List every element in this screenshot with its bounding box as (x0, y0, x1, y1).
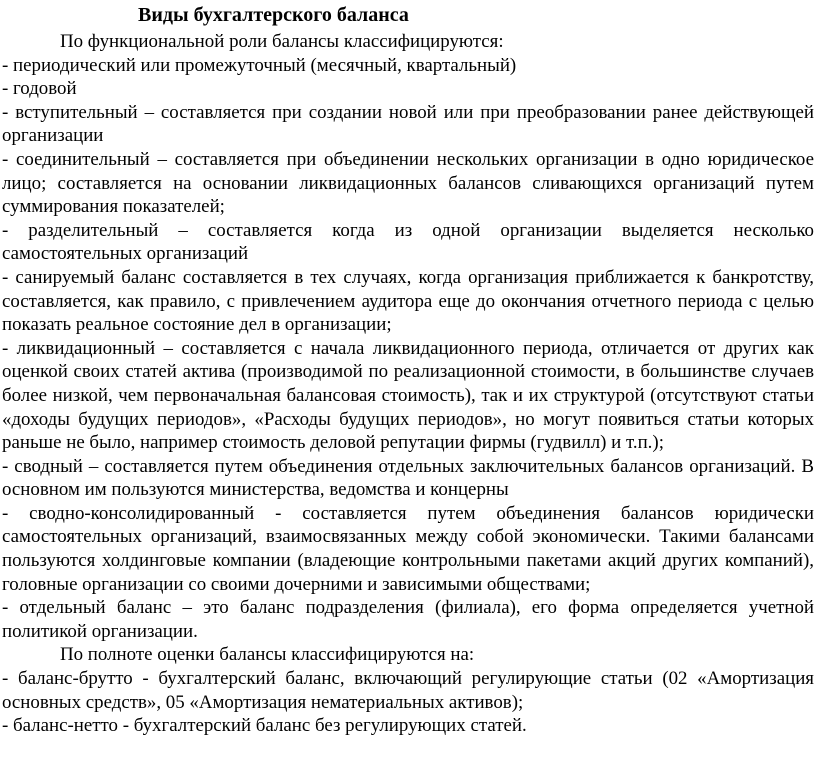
list-item-sanation: - санируемый баланс составляется в тех случаях, когда организация приближается к банкротству, составляется, как правило, с привлечением аудитора еще до окончания отчетного периода с целью показать реальное состояние дел в организации; (2, 266, 814, 336)
list-item-consolidated: - сводный – составляется путем объединения отдельных заключительных балансов организаций. В основном им пользуются министерства, ведомства и концерны (2, 455, 814, 501)
list-item-merging: - соединительный – составляется при объединении нескольких организации в одно юридическое лицо; составляется на основании ликвидационных балансов сливающихся организаций путем суммирования показателей; (2, 148, 814, 218)
list-item-gross: - баланс-брутто - бухгалтерский баланс, включающий регулирующие статьи (02 «Амортизация основных средств», 05 «Амортизация нематериальных активов); (2, 668, 814, 713)
intro-completeness: По полноте оценки балансы классифицируются на: (60, 644, 475, 666)
list-item-net: - баланс-нетто - бухгалтерский баланс без регулирующих статей. (2, 715, 527, 737)
list-item-separating: - разделительный – составляется когда из одной организации выделяется несколько самостоятельных организаций (2, 219, 814, 265)
list-item-opening: - вступительный – составляется при создании новой или при преобразовании ранее действующей организации (2, 101, 814, 147)
list-item-separate: - отдельный баланс – это баланс подразделения (филиала), его форма определяется учетной политикой организации. (2, 597, 814, 642)
document-title: Виды бухгалтерского баланса (138, 4, 409, 26)
list-item-annual: - годовой (2, 78, 77, 100)
list-item-liquidation: - ликвидационный – составляется с начала ликвидационного периода, отличается от других как оценкой своих статей актива (производимой по реализационной стоимости, в большинстве случаев более низкой, чем первоначальная балансовая стоимость), так и их структурой (отсутствуют статьи «доходы будущих периодов», «Расходы будущих периодов», но могут появиться статьи которых раньше не было, например стоимость деловой репутации фирмы (гудвилл) и т.п.); (2, 337, 814, 454)
list-item-periodic: - периодический или промежуточный (месячный, квартальный) (2, 54, 517, 76)
intro-functional-role: По функциональной роли балансы классифицируются: (60, 31, 504, 52)
list-item-consolidated-combined: - сводно-консолидированный - составляется путем объединения балансов юридически самостоятельных организаций, взаимосвязанных между собой экономически. Такими балансами пользуются холдинговые компании (владеющие контрольными пакетами акций других компаний), головные организации со своими дочерними и зависимыми обществами; (2, 502, 814, 595)
